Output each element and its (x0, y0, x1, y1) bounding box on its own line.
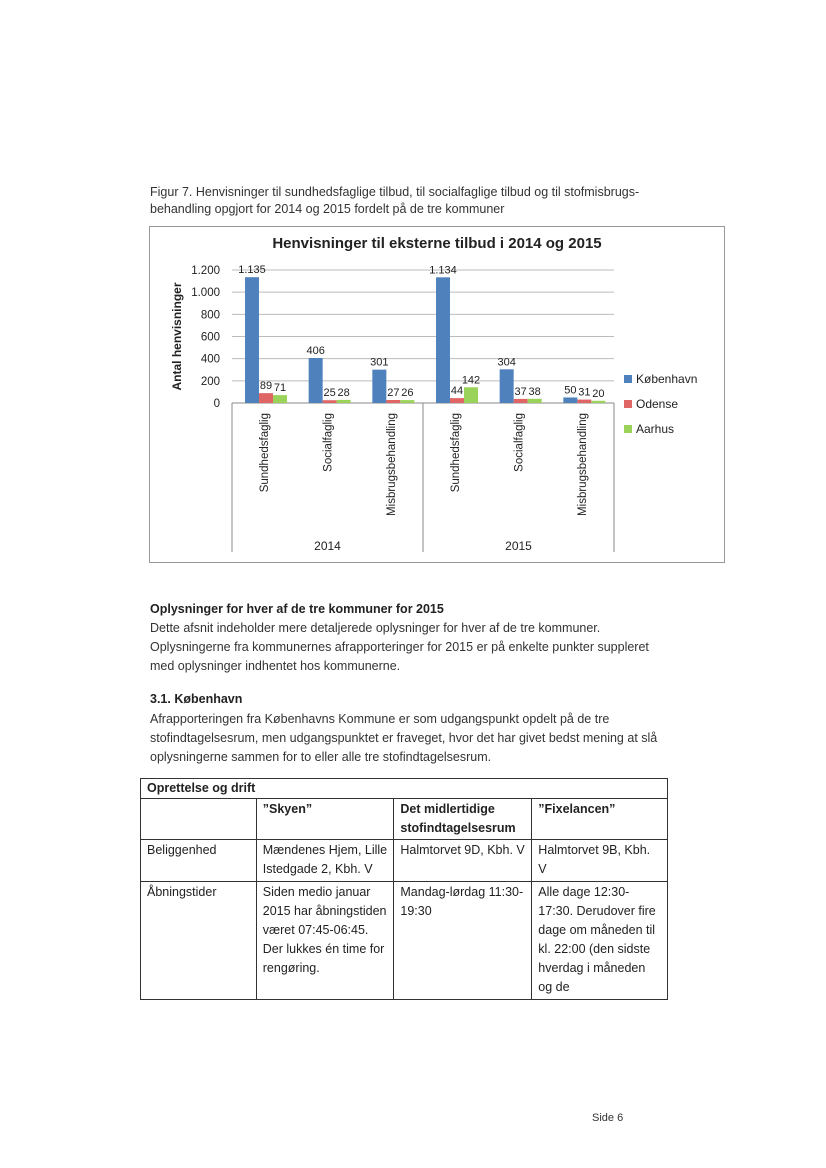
legend-label: Odense (636, 397, 679, 411)
y-tick-label: 1.000 (191, 287, 220, 300)
table-row (141, 840, 668, 882)
x-tick-label: Socialfaglig (513, 413, 526, 472)
table-cell: Mændenes Hjem, Lille Istedgade 2, Kbh. V (256, 840, 394, 882)
bar-københavn (245, 277, 259, 403)
data-label: 25 (323, 387, 336, 400)
data-label: 1.134 (429, 264, 457, 277)
group-label: 2014 (314, 539, 341, 553)
y-tick-label: 800 (200, 309, 220, 322)
bar-københavn (563, 397, 577, 403)
y-tick-label: 200 (200, 375, 220, 388)
data-label: 38 (528, 385, 541, 398)
table-header-row (141, 799, 668, 840)
y-axis-label: Antal henvisninger (170, 282, 184, 391)
bar-aarhus (591, 401, 605, 403)
data-label: 71 (273, 382, 287, 395)
table-group-label: Oprettelse og drift (141, 779, 668, 799)
data-label: 304 (497, 356, 516, 369)
subsection-heading: 3.1. København (150, 692, 243, 706)
bar-odense (514, 399, 528, 403)
legend-label: Aarhus (636, 422, 675, 436)
data-label: 406 (306, 345, 325, 358)
subsection-paragraph: Afrapporteringen fra Københavns Kommune er som udgangspunkt opdelt på de tre stofindtagelsesrum, men udgangspunktet er fraveget, hvor det har givet bedst mening at slå oplysningerne sammen for to eller alle tre stofindtagelsesrum. (150, 712, 658, 764)
data-label: 301 (370, 356, 389, 369)
table-row (141, 882, 668, 1000)
x-tick-label: Misbrugsbehandling (386, 413, 399, 516)
table-cell: Mandag-lørdag 11:30-19:30 (394, 882, 532, 1000)
data-label: 50 (564, 384, 577, 397)
y-tick-label: 400 (200, 353, 220, 366)
data-label: 20 (592, 387, 605, 400)
bar-københavn (309, 358, 323, 403)
table-group-row (141, 779, 668, 799)
section-heading: Oplysninger for hver af de tre kommuner for 2015 (150, 602, 444, 616)
table-header-cell: ”Skyen” (256, 799, 394, 840)
table-cell: Halmtorvet 9D, Kbh. V (394, 840, 532, 882)
info-table (140, 778, 668, 1000)
legend-swatch (624, 400, 632, 408)
x-tick-label: Sundhedsfaglig (449, 413, 462, 493)
chart-title: Henvisninger til eksterne tilbud i 2014 og 2015 (272, 235, 602, 252)
x-tick-label: Socialfaglig (322, 413, 335, 472)
bar-københavn (372, 370, 386, 403)
legend-swatch (624, 425, 632, 433)
table-cell: Halmtorvet 9B, Kbh. V (532, 840, 668, 882)
section-paragraph: Dette afsnit indeholder mere detaljerede oplysninger for hver af de tre kommuner. Oplysningerne fra kommunernes afrapporteringer for 2015 er på enkelte punkter suppleret med oplysninger indhentet hos kommunerne. (150, 621, 649, 673)
data-label: 44 (450, 385, 464, 398)
table-header-cell (141, 799, 257, 840)
bar-aarhus (464, 387, 478, 403)
table-row-label: Beliggenhed (141, 840, 257, 882)
y-tick-label: 1.200 (191, 265, 220, 277)
bar-odense (450, 398, 464, 403)
data-label: 27 (387, 387, 400, 400)
page-number: Side 6 (592, 1112, 624, 1124)
figure-caption: Figur 7. Henvisninger til sundhedsfaglige tilbud, til socialfaglige tilbud og til stofmisbrugs-behandling opgjort for 2014 og 2015 fordelt på de tre kommuner (150, 185, 640, 216)
data-label: 26 (401, 387, 414, 400)
bar-aarhus (273, 395, 287, 403)
y-tick-label: 0 (213, 398, 220, 410)
data-label: 142 (461, 374, 481, 387)
bar-aarhus (337, 400, 351, 403)
bar-aarhus (400, 400, 414, 403)
x-tick-label: Sundhedsfaglig (258, 413, 271, 493)
table-cell: Alle dage 12:30-17:30. Derudover fire dage om måneden til kl. 22:00 (den sidste hverdag i måneden og de (532, 882, 668, 1000)
data-label: 37 (514, 385, 527, 398)
data-label: 28 (337, 386, 350, 399)
bar-københavn (436, 277, 450, 403)
table-row-label: Åbningstider (141, 882, 257, 1000)
legend-swatch (624, 375, 632, 383)
table-header-cell: ”Fixelancen” (532, 799, 668, 840)
table-cell: Siden medio januar 2015 har åbningstiden været 07:45-06:45. Der lukkes én time for rengøring. (256, 882, 394, 1000)
x-tick-label: Misbrugsbehandling (577, 413, 590, 516)
bar-chart (150, 227, 724, 562)
table-header-cell: Det midlertidige stofindtagelsesrum (394, 799, 532, 840)
data-label: 1.135 (238, 264, 266, 277)
data-label: 31 (578, 386, 591, 399)
bar-odense (577, 400, 591, 403)
bar-aarhus (528, 399, 542, 403)
bar-odense (386, 400, 400, 403)
group-label: 2015 (505, 539, 532, 553)
bar-odense (259, 393, 273, 403)
y-tick-label: 600 (200, 331, 220, 344)
legend-label: København (636, 372, 698, 386)
bar-odense (323, 400, 337, 403)
data-label: 89 (259, 380, 273, 393)
bar-københavn (500, 369, 514, 403)
chart-frame (149, 226, 725, 563)
